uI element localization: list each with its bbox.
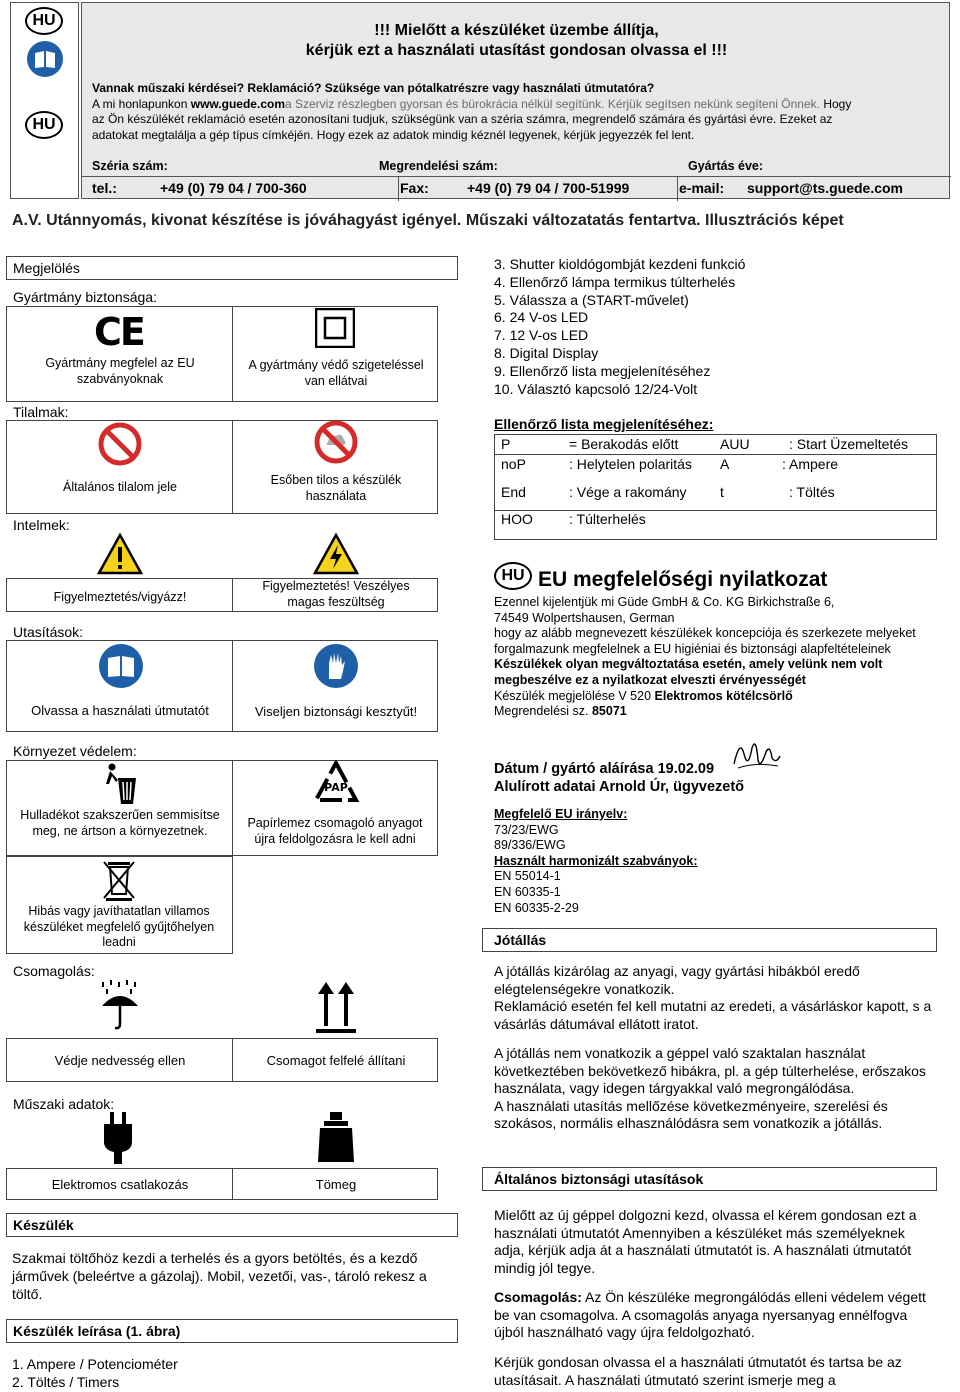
moisture-text: Védje nedvesség ellen: [54, 1053, 186, 1068]
prohibition-text: Általános tilalom jele: [63, 480, 177, 494]
list-item: 9. Ellenőrző lista megjelenítéséhez: [494, 362, 711, 379]
tel-label: tel.:: [92, 180, 117, 196]
waste-text: Hulladékot szakszerűen semmisítse meg, ne ártson a környezetnek.: [20, 808, 220, 838]
header-logo-column: [10, 2, 79, 199]
title-line-1: !!! Mielőtt a készüléket üzembe állítja,: [374, 22, 659, 39]
questions-line: Vannak műszaki kérdései? Reklamáció? Szüksége van pótalkatrészre vagy használati útmutatóra?: [92, 81, 655, 95]
environment-title: Környezet védelem:: [13, 743, 137, 759]
eu-line-3: hogy az alább megnevezett készülékek koncepciója és szerkezete melyeket forgalmazunk megfelelnek a EU higiéniai és biztonsági alapfeltételeinek: [494, 626, 916, 656]
safety-title: Gyártmány biztonsága:: [13, 289, 157, 305]
device-title: Készülék: [13, 1217, 74, 1233]
warning-icon: [97, 533, 143, 580]
no-rain-icon: [314, 420, 358, 469]
list-item: 7. 12 V-os LED: [494, 327, 589, 344]
header-info: [81, 2, 950, 199]
recycle-pap-icon: [313, 760, 359, 809]
checklist-code: End: [501, 484, 526, 500]
weee-text: Hibás vagy javíthatatlan villamos készüléket megfelelő gyűjtőhelyen leadni: [23, 904, 215, 949]
prohibitions-title: Tilalmak:: [13, 404, 69, 420]
insulation-text: A gyártmány védő szigeteléssel van ellátvai: [248, 358, 424, 388]
safety-p1: Mielőtt az új géppel dolgozni kezd, olvassa el kérem gondosan ezt a használati útmutatót Amennyiben a készüléket más személyeknek adja, kérjük adja át a használati útmutatót is. A használati útmutatót mindig jól tegye.: [494, 1207, 917, 1276]
device-text: Szakmai töltőhöz kezdi a terhelés és a gyors betöltés, és a kezdő járművek (beleértve a gázolaj). Mobil, vezetői, vas-, tároló rekesz a töltő.: [12, 1250, 427, 1302]
litter-bin-icon: [100, 762, 140, 811]
checklist-meaning: : Vége a rakomány: [569, 484, 687, 500]
description-title: Készülék leírása (1. ábra): [13, 1323, 181, 1339]
standards-title: Használt harmonizált szabványok:: [494, 853, 698, 868]
checklist-meaning: : Túlterhelés: [569, 511, 646, 527]
paper-text: Papírlemez csomagoló anyagot újra feldolgozásra le kell adni: [247, 816, 423, 846]
electric-plug-icon: [100, 1112, 136, 1169]
order-label: Megrendelési szám:: [379, 159, 498, 173]
service-text: [92, 81, 942, 143]
signer-line: Alulírott adatai Arnold Úr, ügyvezető: [494, 779, 745, 795]
serial-label: Széria szám:: [92, 159, 168, 173]
eu-line-1: Ezennel kijelentjük mi Güde GmbH & Co. KG Birkichstraße 6,: [494, 595, 835, 609]
packaging-title: Csomagolás:: [13, 963, 95, 979]
eu-bold-notice: Készülékek olyan megváltoztatása esetén, amely velünk nem volt megbeszélve ez a nyilatkozat elveszti érvényességét: [494, 657, 883, 687]
eu-language-badge: HU: [494, 562, 532, 590]
warnings-title: Intelmek:: [13, 517, 70, 533]
checklist-title: Ellenőrző lista megjelenítéséhez:: [494, 416, 714, 432]
list-item: 1. Ampere / Potenciométer: [12, 1356, 178, 1372]
safety-p2: [494, 1289, 934, 1342]
fax-value: +49 (0) 79 04 / 700-51999: [467, 180, 630, 196]
book-icon: [27, 41, 63, 77]
ce-text: Gyártmány megfelel az EU szabványoknak: [45, 356, 195, 386]
warranty-p3: A jótállás nem vonatkozik a géppel való szaktalan használat következtében bekövetkező hibákra, pl. a gép túlterhelése, erőszakos használata, vagy idegen tárgyakkal való megrongálódása.: [494, 1045, 926, 1097]
para-line-2: az Ön készülékét reklamáció esetén azonosítani tudjuk, szükségünk van a széria számra, megrendelő számára és gyártási évre. Ezeket az: [92, 112, 833, 126]
list-item: 3. Shutter kioldógombját kezdeni funkció: [494, 256, 746, 272]
double-insulation-icon: [315, 308, 355, 353]
electric-text: Elektromos csatlakozás: [51, 1177, 189, 1192]
checklist-meaning: : Helytelen polaritás: [569, 456, 692, 472]
contact-row: [82, 176, 951, 200]
para-line-1: Hogy: [823, 96, 852, 111]
header: [10, 2, 950, 199]
this-side-up-icon: [316, 980, 356, 1039]
weight-text: Tömeg: [315, 1177, 357, 1192]
standard-item: EN 55014-1: [494, 869, 561, 884]
read-manual-text: Olvassa a használati útmutatót: [31, 703, 209, 718]
language-badge: HU: [25, 7, 63, 35]
eu-device-name: Elektromos kötélcsörlő: [654, 688, 793, 703]
checklist-code: A: [720, 456, 730, 472]
prohibition-icon: [98, 422, 142, 471]
warranty-exclusions: [494, 1045, 934, 1133]
title-line-2: kérjük ezt a használati utasítást gondosan olvassa el !!!: [305, 42, 728, 59]
technical-title: Műszaki adatok:: [13, 1096, 115, 1112]
eu-declaration-body: [494, 595, 934, 720]
warranty-p1: A jótállás kizárólag az anyagi, vagy gyártási hibákból eredő elégtelenségekre vonatkozik.: [494, 963, 860, 997]
email-label: e-mail:: [679, 180, 725, 196]
crossed-bin-icon: [102, 858, 136, 907]
rain-text: Esőben tilos a készülék használata: [270, 473, 402, 503]
tel-value: +49 (0) 79 04 / 700-360: [160, 180, 307, 196]
checklist-meaning: : Ampere: [782, 456, 839, 472]
warranty-title: Jótállás: [482, 928, 937, 952]
list-item: 4. Ellenőrző lámpa termikus túlterhelés: [494, 273, 736, 290]
web-link[interactable]: www.guede.com: [190, 96, 285, 111]
eu-declaration-title: EU megfelelőségi nyilatkozat: [538, 568, 828, 591]
header-title: [82, 21, 951, 61]
read-manual-icon: [98, 643, 144, 694]
list-item: 8. Digital Display: [494, 344, 599, 361]
weight-icon: [316, 1112, 356, 1169]
gloves-icon: [313, 643, 359, 694]
description-list-continued: [494, 256, 745, 398]
checklist-code: P: [501, 436, 511, 452]
para-line-3: adatokat megtalálja a gép típus címkéjén. Hogy ezek az adatok mindig kéznél legyenek, kérjük jegyezzék fel lent.: [92, 127, 695, 142]
packaging-text: Az Ön készüléke megrongálódás elleni védelem végett be van csomagolva. A csomagolás anyaga nyersanyag ennélfogva újból használható vagy újra feldolgozható.: [494, 1289, 926, 1341]
date-line: Dátum / gyártó aláírása 19.02.09: [494, 761, 715, 777]
checklist-code: AUU: [720, 436, 750, 452]
safety-p3: Kérjük gondosan olvassa el a használati útmutatót és tartsa be az utasításait. A használati útmutató szerint ismerje meg a: [494, 1354, 902, 1388]
eu-device-prefix: Készülék megjelölése V 520: [494, 688, 655, 703]
marking-title: Megjelölés: [13, 260, 80, 276]
list-item: 5. Válassza a (START-művelet): [494, 291, 689, 308]
email-value[interactable]: support@ts.guede.com: [747, 180, 903, 196]
language-badge-2: HU: [25, 111, 63, 139]
gloves-text: Viseljen biztonsági kesztyűt!: [254, 704, 418, 719]
instructions-title: Utasítások:: [13, 624, 84, 640]
list-item: 6. 24 V-os LED: [494, 309, 589, 326]
voltage-text: Figyelmeztetés! Veszélyes magas feszültség: [262, 579, 410, 609]
signature-block: [494, 760, 744, 796]
list-item: 10. Választó kapcsoló 12/24-Volt: [494, 380, 698, 397]
directives-block: [494, 807, 698, 916]
warranty-p2: Reklamáció esetén fel kell mutatni az eredeti, a vásárláskor kapott, s a vásárlás dátumával ellátott iratot.: [494, 998, 932, 1032]
web-rest: a Szerviz részlegben gyorsan és bürokrácia nélkül segítünk. Kérjük segítsen nekünk segíteni Önnek.: [285, 96, 820, 111]
checklist-meaning: : Töltés: [789, 484, 835, 500]
eu-line-2: 74549 Wolpertshausen, German: [494, 610, 675, 625]
year-label: Gyártás éve:: [688, 159, 764, 173]
standard-item: EN 60335-2-29: [494, 900, 579, 915]
copyright-notice: A.V. Utánnyomás, kivonat készítése is jóváhagyást igényel. Műszaki változatatás fentartva. Illusztrációs képet: [12, 212, 844, 229]
web-prefix: A mi honlapunkon: [92, 96, 191, 111]
packaging-label: Csomagolás:: [494, 1289, 582, 1305]
eu-order-number: 85071: [591, 704, 627, 719]
eu-order-prefix: Megrendelési sz.: [494, 704, 592, 719]
list-item: 2. Töltés / Timers: [12, 1374, 120, 1390]
directive-item: 73/23/EWG: [494, 822, 559, 837]
checklist-code: noP: [501, 456, 526, 472]
directive-title: Megfelelő EU irányelv:: [494, 807, 628, 821]
checklist-code: t: [720, 484, 724, 500]
ce-mark-icon: CE: [94, 310, 144, 354]
high-voltage-icon: [313, 533, 359, 580]
safety-instructions-title: Általános biztonsági utasítások: [482, 1167, 937, 1191]
warning-text: Figyelmeztetés/vigyázz!: [53, 590, 187, 604]
umbrella-icon: [98, 980, 142, 1039]
checklist-meaning: = Berakodás előtt: [569, 436, 679, 452]
standard-item: EN 60335-1: [494, 884, 561, 899]
directive-item: 89/336/EWG: [494, 838, 566, 853]
fax-label: Fax:: [400, 180, 429, 196]
checklist-code: HOO: [501, 511, 533, 527]
checklist-meaning: : Start Üzemeltetés: [789, 436, 909, 452]
description-list: [12, 1355, 178, 1391]
pap-label: PAP: [324, 781, 348, 794]
warranty-text: [494, 963, 934, 1033]
upright-text: Csomagot felfelé állítani: [266, 1053, 406, 1068]
warranty-p4: A használati utasítás mellőzése következményeire, szerelési és szokásos, normális elhasználódásra sem vonatkozik a jótállás.: [494, 1097, 888, 1132]
